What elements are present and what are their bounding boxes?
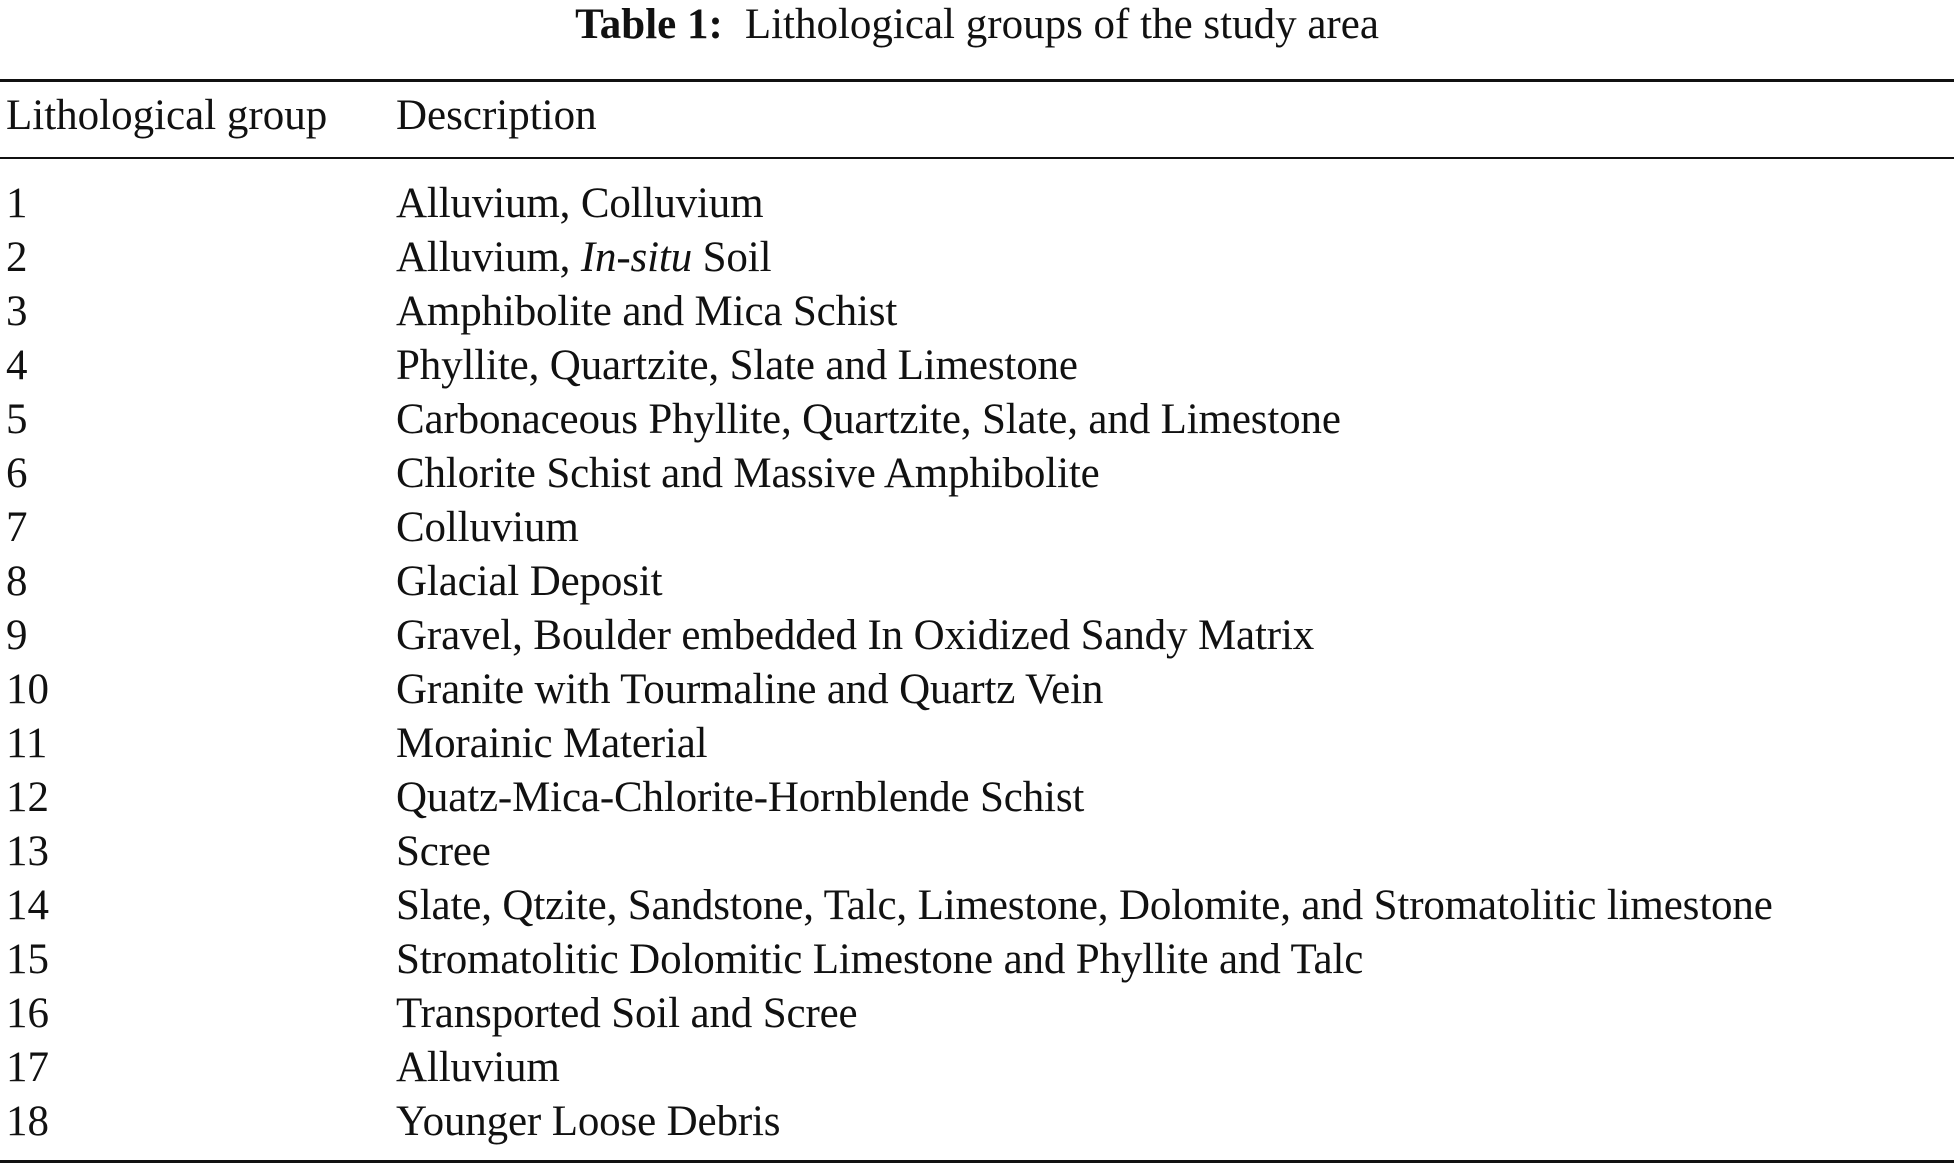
group-number: 5 bbox=[6, 396, 28, 443]
group-number: 15 bbox=[6, 936, 49, 983]
description-part: Alluvium, bbox=[396, 234, 581, 281]
group-number: 9 bbox=[6, 612, 28, 659]
table-row bbox=[0, 1041, 1954, 1095]
column-header-lithological-group: Lithological group bbox=[6, 92, 328, 139]
group-description: Quatz-Mica-Chlorite-Hornblende Schist bbox=[396, 774, 1085, 821]
table-row bbox=[0, 177, 1954, 231]
group-description: Gravel, Boulder embedded In Oxidized Sandy Matrix bbox=[396, 612, 1315, 659]
group-description: Granite with Tourmaline and Quartz Vein bbox=[396, 666, 1104, 713]
group-description: Younger Loose Debris bbox=[396, 1098, 781, 1145]
group-number: 17 bbox=[6, 1044, 49, 1091]
group-number: 16 bbox=[6, 990, 49, 1037]
group-description: Glacial Deposit bbox=[396, 558, 663, 605]
table-row bbox=[0, 555, 1954, 609]
group-number: 13 bbox=[6, 828, 49, 875]
group-number: 10 bbox=[6, 666, 49, 713]
group-number: 14 bbox=[6, 882, 49, 929]
group-description: Scree bbox=[396, 828, 491, 875]
table-row bbox=[0, 231, 1954, 285]
table-row bbox=[0, 501, 1954, 555]
group-description: Transported Soil and Scree bbox=[396, 990, 858, 1037]
group-description: Stromatolitic Dolomitic Limestone and Phyllite and Talc bbox=[396, 936, 1364, 983]
table-row bbox=[0, 825, 1954, 879]
table-caption-text: Lithological groups of the study area bbox=[744, 1, 1379, 48]
table-row bbox=[0, 879, 1954, 933]
group-number: 2 bbox=[6, 234, 28, 281]
group-description: Colluvium bbox=[396, 504, 579, 551]
group-number: 4 bbox=[6, 342, 28, 389]
table-bottom-rule bbox=[0, 1160, 1954, 1163]
table-caption-label: Table 1: bbox=[575, 1, 723, 48]
group-description: Slate, Qtzite, Sandstone, Talc, Limestone, Dolomite, and Stromatolitic limestone bbox=[396, 882, 1773, 929]
group-description: Carbonaceous Phyllite, Quartzite, Slate, and Limestone bbox=[396, 396, 1341, 443]
group-description: Alluvium, Colluvium bbox=[396, 180, 764, 227]
table-row bbox=[0, 339, 1954, 393]
table-header-row bbox=[0, 82, 1954, 157]
table-row bbox=[0, 447, 1954, 501]
description-part: Soil bbox=[692, 234, 772, 281]
group-number: 7 bbox=[6, 504, 28, 551]
table-row bbox=[0, 771, 1954, 825]
table-caption bbox=[0, 0, 1954, 56]
table-row bbox=[0, 285, 1954, 339]
group-number: 8 bbox=[6, 558, 28, 605]
group-number: 11 bbox=[6, 720, 48, 767]
group-description: Alluvium bbox=[396, 1044, 560, 1091]
group-description: Amphibolite and Mica Schist bbox=[396, 288, 898, 335]
group-description bbox=[396, 231, 771, 285]
group-description: Phyllite, Quartzite, Slate and Limestone bbox=[396, 342, 1078, 389]
group-description: Chlorite Schist and Massive Amphibolite bbox=[396, 450, 1100, 497]
table-body bbox=[0, 177, 1954, 1149]
table-row bbox=[0, 1095, 1954, 1149]
table-row bbox=[0, 717, 1954, 771]
group-number: 1 bbox=[6, 180, 28, 227]
description-part-italic: In-situ bbox=[580, 234, 693, 281]
table-row bbox=[0, 987, 1954, 1041]
column-header-description: Description bbox=[396, 92, 597, 139]
table-row bbox=[0, 663, 1954, 717]
table-row bbox=[0, 609, 1954, 663]
group-number: 12 bbox=[6, 774, 49, 821]
group-number: 3 bbox=[6, 288, 28, 335]
group-number: 6 bbox=[6, 450, 28, 497]
table-row bbox=[0, 933, 1954, 987]
group-description: Morainic Material bbox=[396, 720, 708, 767]
group-number: 18 bbox=[6, 1098, 49, 1145]
table-header-rule bbox=[0, 157, 1954, 159]
table-row bbox=[0, 393, 1954, 447]
